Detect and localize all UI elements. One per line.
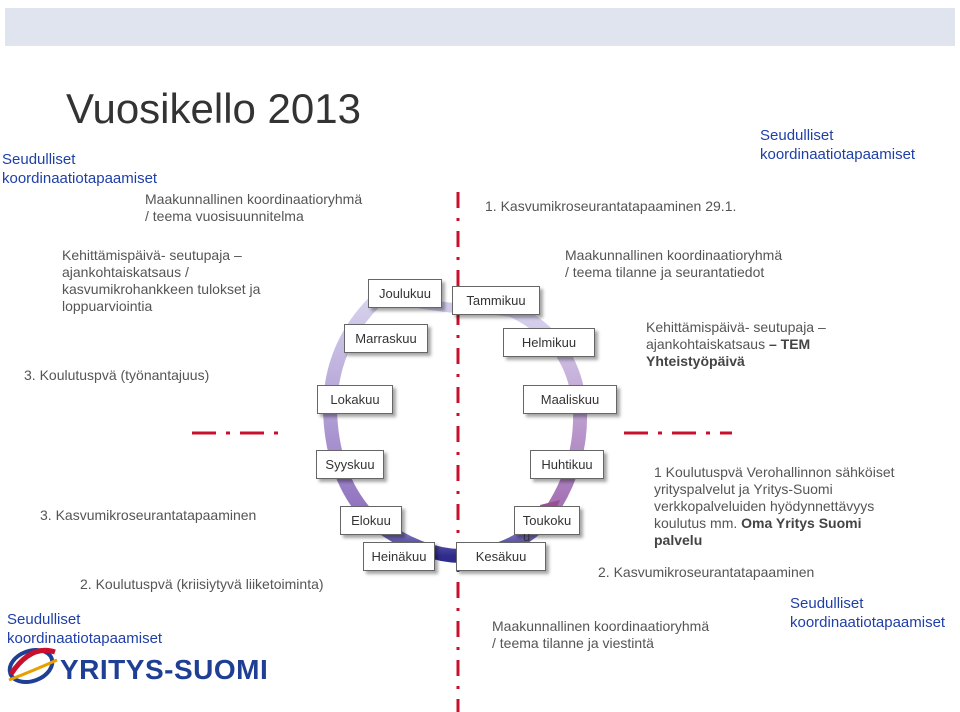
kehittamispaiva-right-text: Kehittämispäivä- seutupaja – ajankohtaiskatsaus bbox=[646, 319, 826, 352]
month-helmikuu: Helmikuu bbox=[503, 328, 595, 357]
month-heinakuu: Heinäkuu bbox=[363, 542, 435, 571]
month-lokakuu: Lokakuu bbox=[317, 385, 393, 414]
month-syyskuu: Syyskuu bbox=[316, 450, 384, 479]
yritys-suomi-logo-icon bbox=[5, 640, 61, 688]
month-marraskuu: Marraskuu bbox=[344, 324, 428, 353]
seudulliset-note-top-right: Seudulliset koordinaatiotapaamiset bbox=[760, 127, 916, 163]
kasvu-meeting-3-note: 3. Kasvumikroseurantatapaaminen bbox=[40, 507, 257, 523]
yritys-suomi-logo-text: YRITYS-SUOMI bbox=[60, 654, 269, 685]
month-tammikuu: Tammikuu bbox=[452, 286, 540, 315]
month-maaliskuu: Maaliskuu bbox=[523, 385, 617, 414]
month-toukokuu: Toukoku bbox=[514, 506, 580, 535]
kehittamispaiva-right-yhteistyo: Yhteistyöpäivä bbox=[646, 353, 745, 369]
maakunnallinen-note-bottom: Maakunnallinen koordinaatioryhmä / teema tilanne ja viestintä bbox=[492, 618, 710, 651]
toukokuu-overflow-text: u bbox=[523, 529, 531, 544]
maakunnallinen-note-top-right: Maakunnallinen koordinaatioryhmä / teema tilanne ja seurantatiedot bbox=[565, 247, 783, 280]
kehittamispaiva-note-left: Kehittämispäivä- seutupaja – ajankohtaiskatsaus / kasvumikrohankkeen tulokset ja loppuarviointia bbox=[62, 247, 261, 314]
month-elokuu: Elokuu bbox=[340, 506, 402, 535]
koulutuspaiva-1-note bbox=[654, 464, 895, 549]
month-kesakuu: Kesäkuu bbox=[456, 542, 546, 571]
koulutuspaiva-1-text: 1 Koulutuspvä Verohallinnon sähköiset yrityspalvelut ja Yritys-Suomi verkkopalveluiden hyödynnettävyys koulutus mm. bbox=[654, 464, 895, 531]
koulutuspaiva-1-bold: Oma Yritys Suomi palvelu bbox=[654, 515, 862, 548]
month-joulukuu: Joulukuu bbox=[368, 279, 442, 308]
koulutuspaiva-3-note: 3. Koulutuspvä (työnantajuus) bbox=[24, 367, 210, 383]
seudulliset-note-bottom-left: Seudulliset koordinaatiotapaamiset bbox=[7, 611, 163, 647]
seudulliset-note-top-left: Seudulliset koordinaatiotapaamiset bbox=[2, 151, 158, 187]
seudulliset-note-bottom-right: Seudulliset koordinaatiotapaamiset bbox=[790, 595, 946, 631]
maakunnallinen-note-top-left: Maakunnallinen koordinaatioryhmä / teema vuosisuunnitelma bbox=[145, 191, 363, 224]
koulutuspaiva-2-note: 2. Koulutuspvä (kriisiytyvä liiketoiminta) bbox=[80, 576, 324, 592]
month-huhtikuu: Huhtikuu bbox=[530, 450, 604, 479]
kasvu-meeting-2-note: 2. Kasvumikroseurantatapaaminen bbox=[598, 564, 815, 580]
kehittamispaiva-note-right bbox=[646, 319, 826, 370]
kehittamispaiva-right-tem: – TEM bbox=[765, 336, 811, 352]
page-title: Vuosikello 2013 bbox=[66, 85, 361, 132]
kasvu-meeting-1-note: 1. Kasvumikroseurantatapaaminen 29.1. bbox=[485, 198, 737, 214]
